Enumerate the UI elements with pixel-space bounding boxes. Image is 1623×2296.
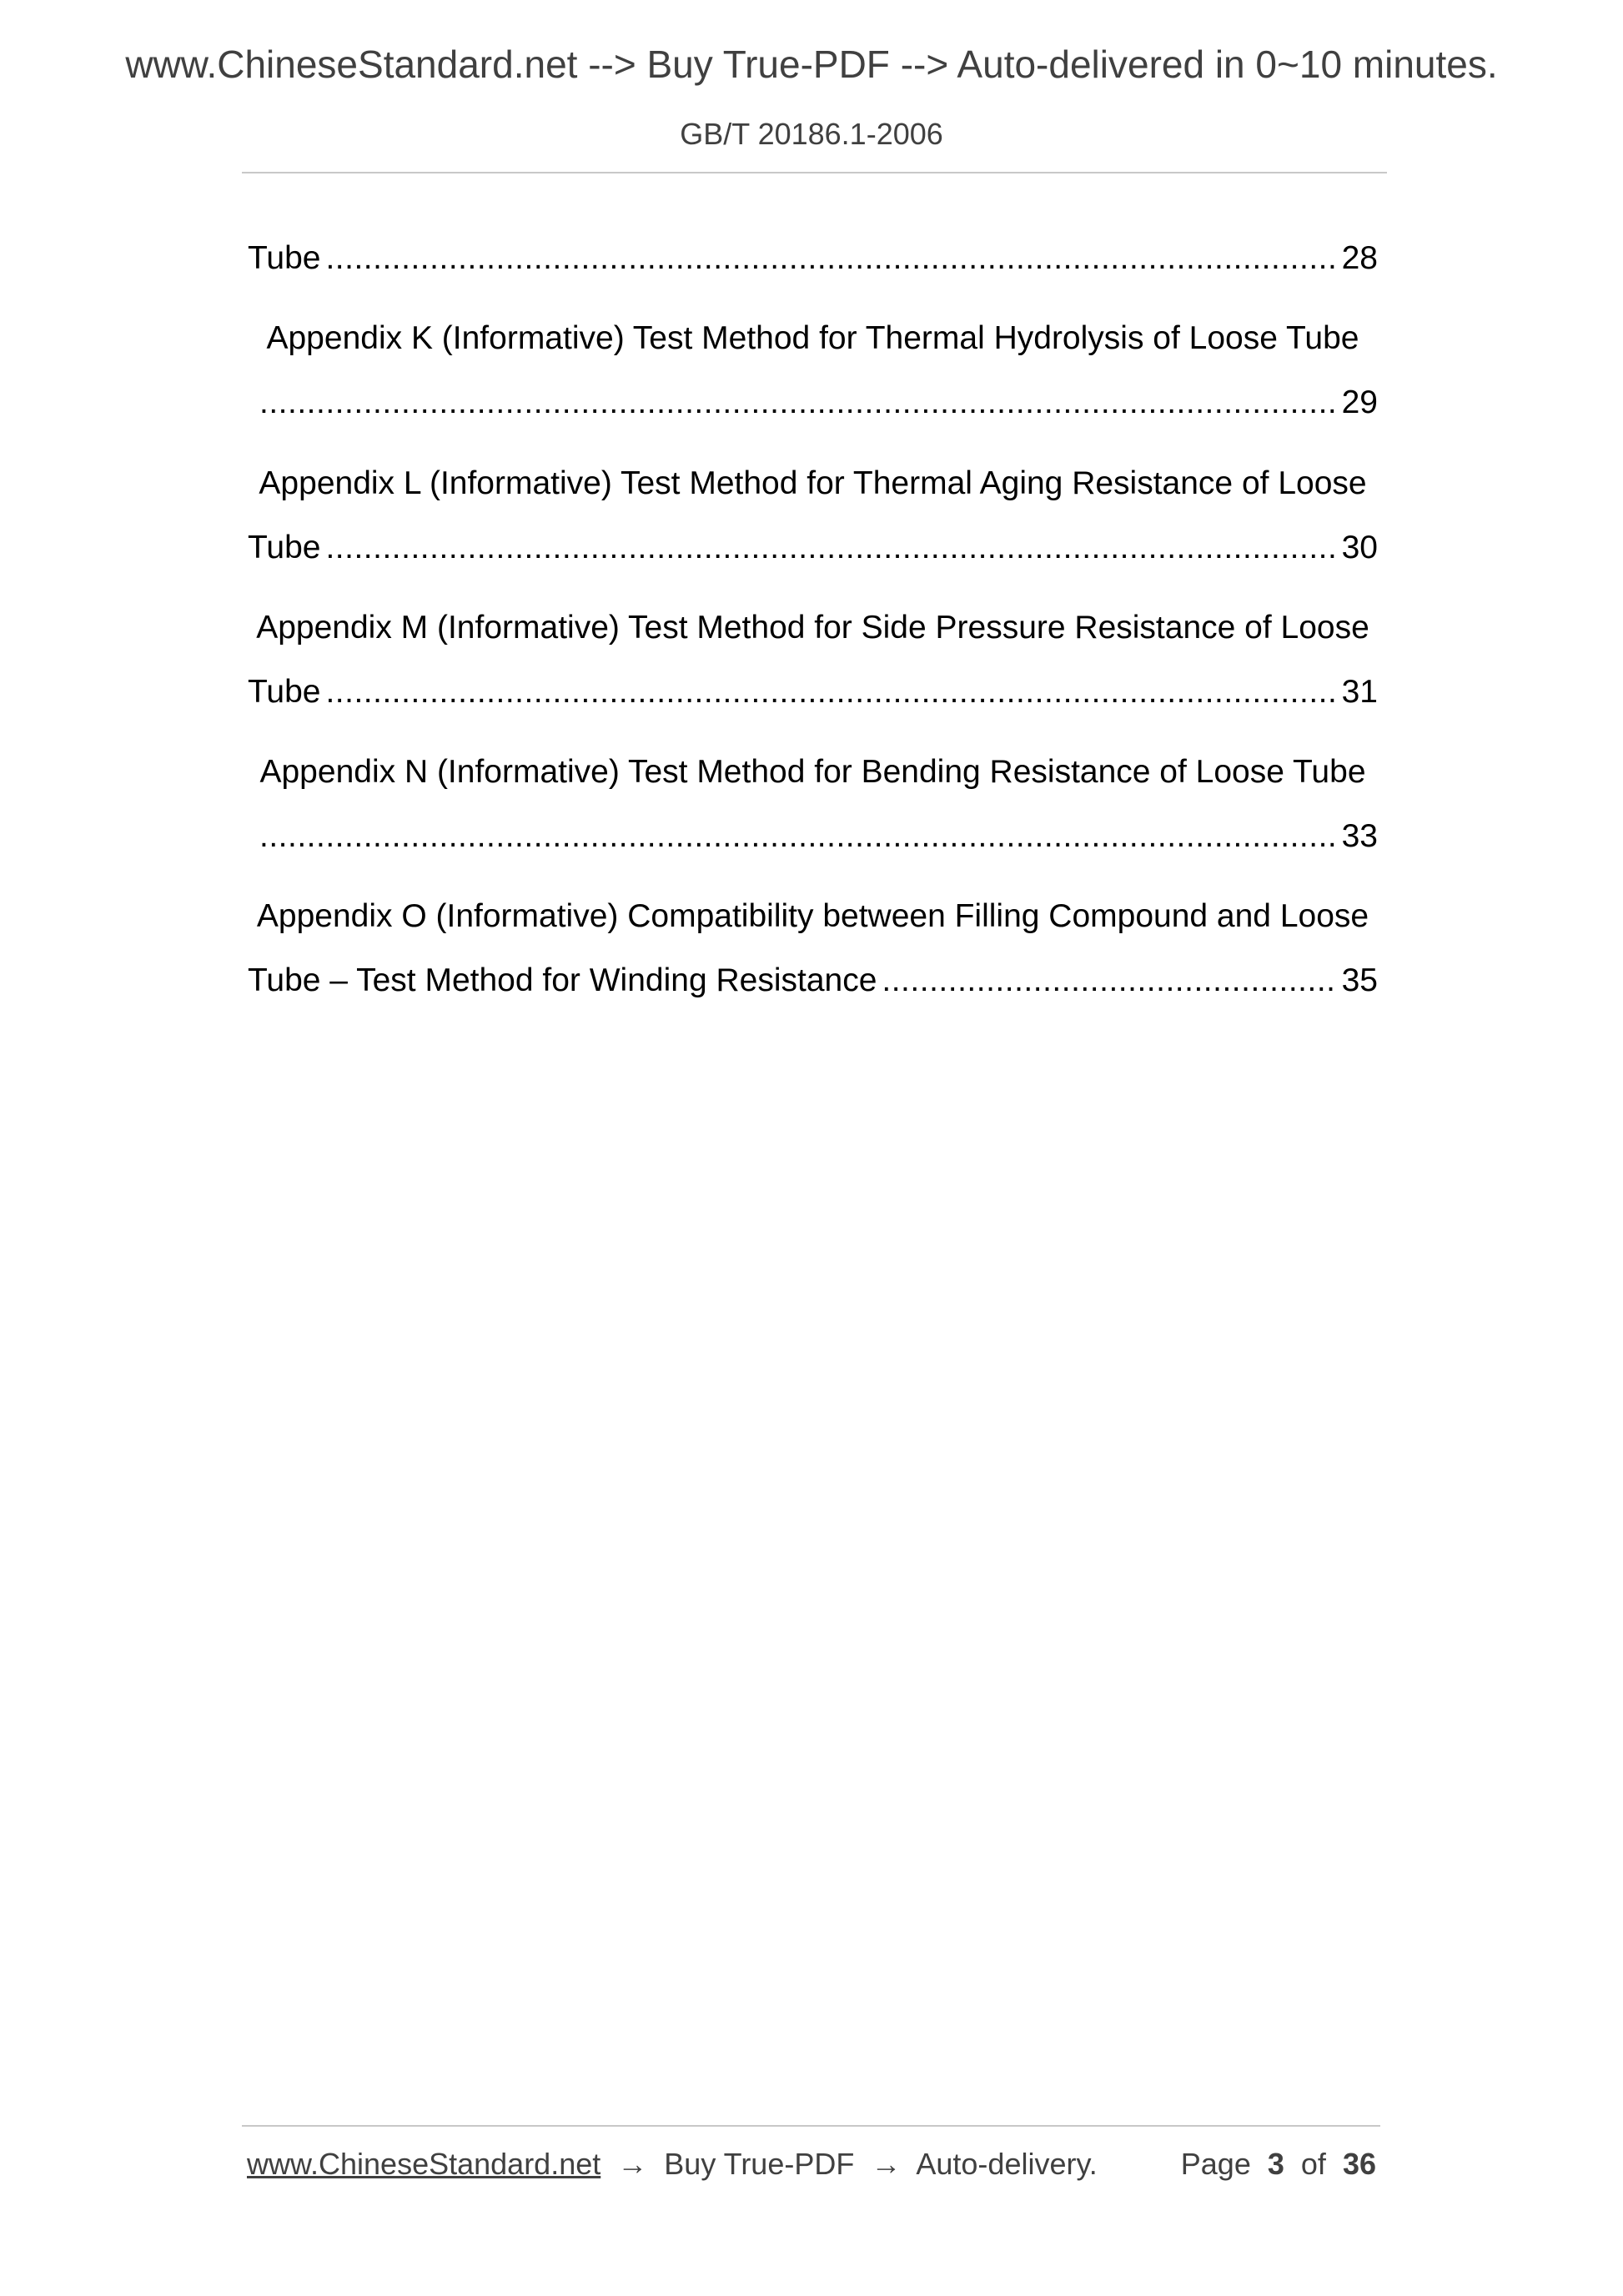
toc-entry-title: Tube [248,240,321,276]
toc-entry-line[interactable] [248,957,1378,1004]
toc-entry-heading[interactable]: Appendix K (Informative) Test Method for Thermal Hydrolysis of Loose Tube [266,320,1359,356]
toc-entry-page: 33 [1341,818,1378,854]
page-number [1181,2143,1376,2185]
standard-code: GB/T 20186.1-2006 [680,117,943,151]
toc-entry-line[interactable] [248,235,1378,282]
toc-entry-page: 29 [1341,384,1378,420]
page-footer [247,2143,1381,2185]
toc-entry-line[interactable] [254,813,1378,860]
toc-entry-title: Tube [248,530,321,565]
page-of-label: of [1300,2147,1326,2181]
toc-entry-line[interactable] [254,379,1378,426]
footer-site-link[interactable]: www.ChineseStandard.net [247,2147,601,2181]
page-total: 36 [1342,2147,1376,2181]
toc-entry-heading[interactable]: Appendix L (Informative) Test Method for Thermal Aging Resistance of Loose [259,465,1367,501]
toc-entry-page: 35 [1341,962,1378,998]
header-divider [242,172,1387,173]
toc-entry-page: 28 [1341,240,1378,276]
footer-delivery-text: Auto-delivery. [916,2147,1098,2181]
footer-buy-text: Buy True-PDF [664,2147,855,2181]
page-label: Page [1180,2147,1251,2181]
arrow-right-icon: → [617,2147,648,2181]
dot-leader [882,957,1334,1004]
page-current: 3 [1267,2147,1284,2181]
dot-leader [325,235,1334,282]
toc-entry-page: 30 [1341,530,1378,565]
arrow-right-icon: → [871,2147,902,2181]
toc-entry-title: Tube [248,674,321,710]
site-banner: www.ChineseStandard.net --> Buy True-PDF --> Auto-delivered in 0~10 minutes. [125,43,1498,86]
dot-leader [325,525,1334,571]
toc-entry-page: 31 [1341,674,1378,710]
toc-entry-heading[interactable]: Appendix O (Informative) Compatibility between Filling Compound and Loose [256,898,1369,934]
toc-entry-title: Tube – Test Method for Winding Resistance [248,962,877,998]
toc-entry-line[interactable] [248,669,1378,716]
toc-entry-heading[interactable]: Appendix N (Informative) Test Method for Bending Resistance of Loose Tube [259,754,1366,790]
dot-leader [259,813,1335,860]
footer-divider [242,2125,1380,2127]
toc-entry-heading[interactable]: Appendix M (Informative) Test Method for Side Pressure Resistance of Loose [256,610,1369,646]
dot-leader [259,379,1335,426]
toc-entry-line[interactable] [248,525,1378,571]
dot-leader [325,669,1334,716]
